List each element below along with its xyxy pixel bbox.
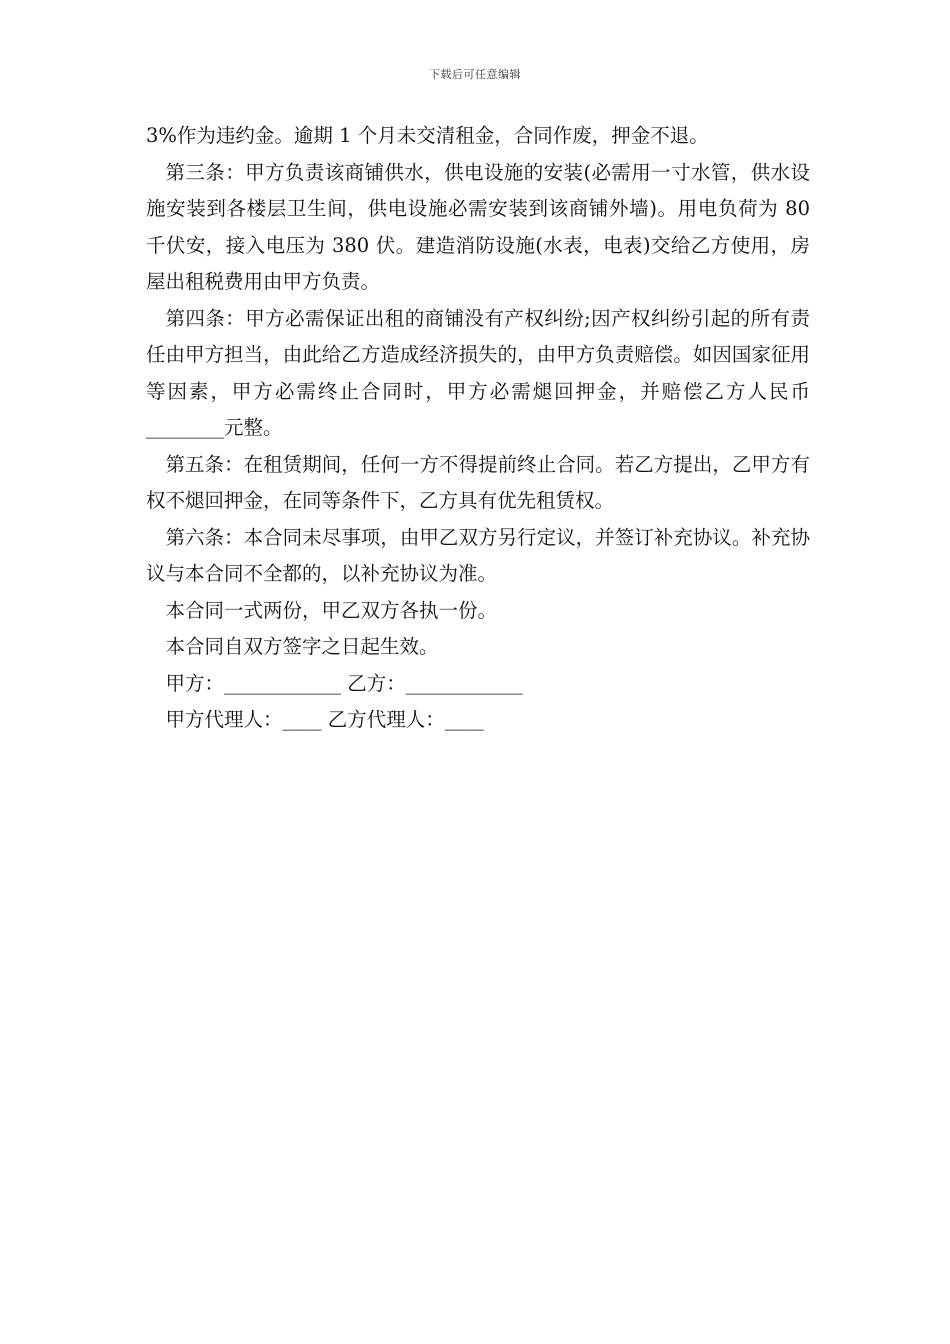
paragraph-penalty-continuation: 3%作为违约金。逾期 1 个月未交清租金，合同作废，押金不退。 — [146, 124, 709, 147]
paragraph-copies: 本合同一式两份，甲乙双方各执一份。 — [165, 598, 498, 622]
paragraph-article-6: 第六条：本合同未尽事项，由甲乙双方另行定议，并签订补充协议。补充协议与本合同不全都的，以补充协议为准。 — [146, 525, 810, 585]
signature-parties-line: 甲方：____________ 乙方：____________ — [165, 671, 523, 695]
page-header: 下载后可任意编辑 — [429, 68, 521, 81]
signature-agents-line: 甲方代理人：____ 乙方代理人：____ — [165, 708, 484, 731]
paragraph-effective: 本合同自双方签字之日起生效。 — [165, 635, 439, 658]
paragraph-article-3: 第三条：甲方负责该商铺供水，供电设施的安装(必需用一寸水管，供水设施安装到各楼层卫生间，供电设施必需安装到该商铺外墙)。用电负荷为 80 千伏安，接入电压为 380 伏。建造消防设施(水表，电表)交给乙方使用，房屋出租税费用由甲方负责。 — [146, 160, 810, 293]
document-body — [146, 118, 810, 739]
paragraph-article-5: 第五条：在租赁期间，任何一方不得提前终止合同。若乙方提出，乙甲方有权不煺回押金，在同等条件下，乙方具有优先租赁权。 — [146, 452, 810, 512]
paragraph-article-4: 第四条：甲方必需保证出租的商铺没有产权纠纷;因产权纠纷引起的所有责任由甲方担当，由此给乙方造成经济损失的，由甲方负责赔偿。如因国家征用等因素，甲方必需终止合同时，甲方必需煺回押金，并赔偿乙方人民币________元整。 — [146, 306, 810, 439]
